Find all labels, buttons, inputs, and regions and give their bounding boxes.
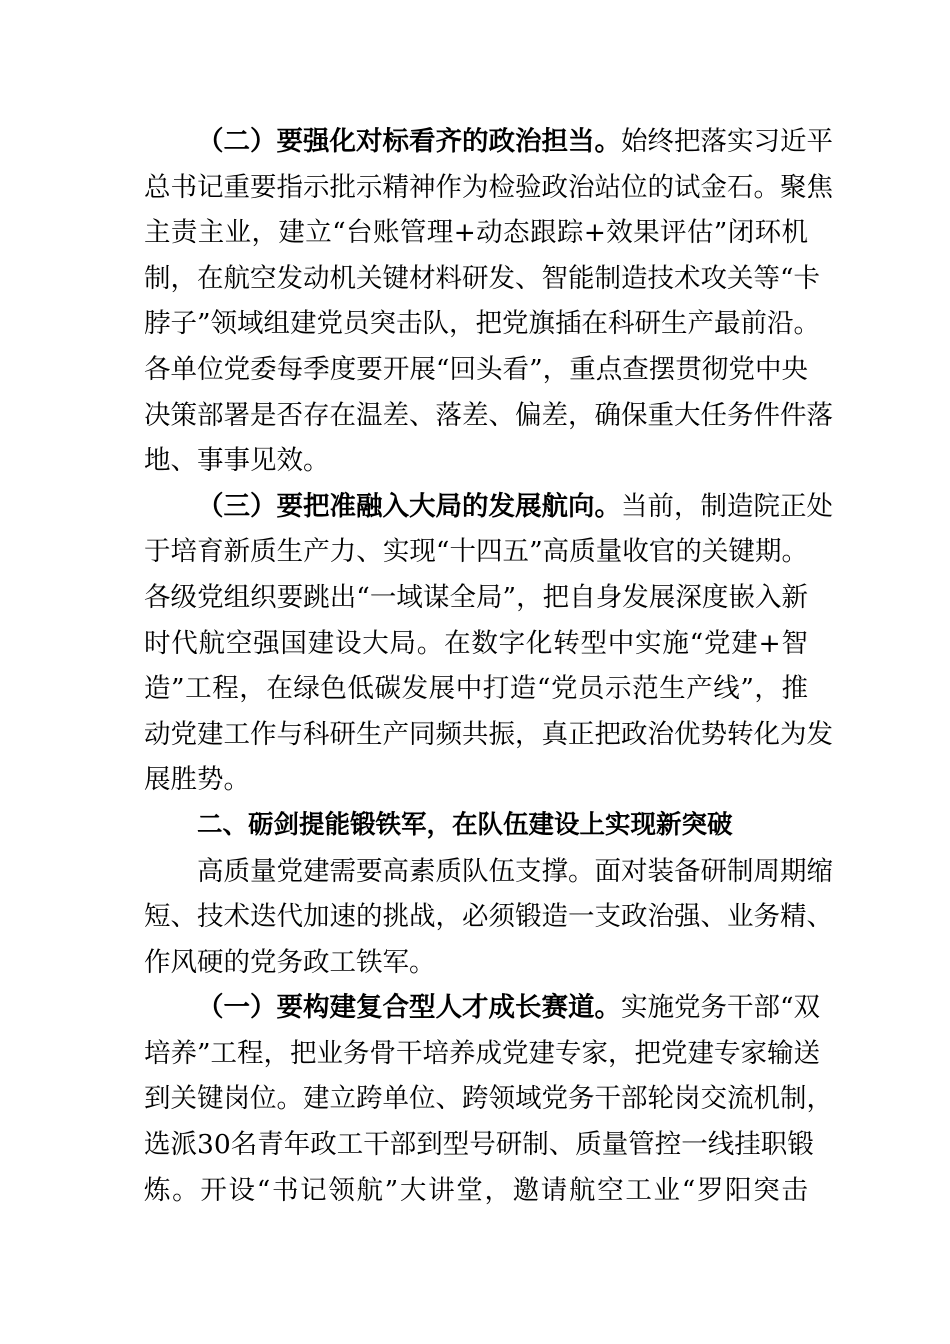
text-line: 脖子”领域组建党员突击队，把党旗插在科研生产最前沿。 — [144, 308, 821, 340]
text-line: 短、技术迭代加速的挑战，必须锻造一支政治强、业务精、 — [144, 901, 833, 933]
paragraph-lead: （二）要强化对标看齐的政治担当。 — [197, 126, 621, 157]
text-line: 地、事事见效。 — [144, 445, 330, 477]
text-line: 培养”工程，把业务骨干培养成党建专家，把党建专家输送 — [144, 1037, 821, 1069]
text-line: 高质量党建需要高素质队伍支撑。面对装备研制周期缩 — [197, 855, 833, 887]
text-line: 各级党组织要跳出“一域谋全局”，把自身发展深度嵌入新 — [144, 581, 808, 613]
text-line: 于培育新质生产力、实现“十四五”高质量收官的关键期。 — [144, 536, 808, 568]
paragraph-team-intro — [144, 849, 833, 986]
text-line: 总书记重要指示批示精神作为检验政治站位的试金石。聚焦 — [144, 171, 833, 203]
text-line: 作风硬的党务政工铁军。 — [144, 946, 436, 978]
text-line: 动党建工作与科研生产同频共振，真正把政治优势转化为发 — [144, 718, 833, 750]
text-line: 到关键岗位。建立跨单位、跨领域党务干部轮岗交流机制， — [144, 1083, 833, 1115]
paragraph-lead: （三）要把准融入大局的发展航向。 — [197, 490, 621, 522]
text-line: 展胜势。 — [144, 764, 250, 796]
text-line: （一）要构建复合型人才成长赛道。实施党务干部“双 — [197, 992, 821, 1024]
paragraph-talent-track — [144, 985, 833, 1213]
text-line: 选派30名青年政工干部到型号研制、质量管控一线挂职锻 — [144, 1129, 814, 1161]
text-line: 各单位党委每季度要开展“回头看”，重点查摆贯彻党中央 — [144, 353, 808, 385]
paragraph-political-responsibility — [144, 119, 833, 484]
text-line: 造”工程，在绿色低碳发展中打造“党员示范生产线”，推 — [144, 673, 808, 705]
paragraph-lead: （一）要构建复合型人才成长赛道。 — [197, 992, 621, 1024]
text-line: （二）要强化对标看齐的政治担当。始终把落实习近平 — [197, 126, 833, 157]
text-line: 炼。开设“书记领航”大讲堂，邀请航空工业“罗阳突击 — [144, 1174, 808, 1206]
text-line: （三）要把准融入大局的发展航向。当前，制造院正处 — [197, 490, 833, 522]
section-heading: 二、砺剑提能锻铁军，在队伍建设上实现新突破 — [197, 809, 733, 840]
text-line: 时代航空强国建设大局。在数字化转型中实施“党建+智 — [144, 627, 808, 659]
paragraph-development-direction — [144, 484, 833, 803]
document-body — [144, 119, 833, 1213]
text-line: 决策部署是否存在温差、落差、偏差，确保重大任务件件落 — [144, 399, 833, 431]
text-line: 制，在航空发动机关键材料研发、智能制造技术攻关等“卡 — [144, 262, 821, 294]
text-line: 主责主业，建立“台账管理+动态跟踪+效果评估”闭环机 — [144, 217, 808, 249]
